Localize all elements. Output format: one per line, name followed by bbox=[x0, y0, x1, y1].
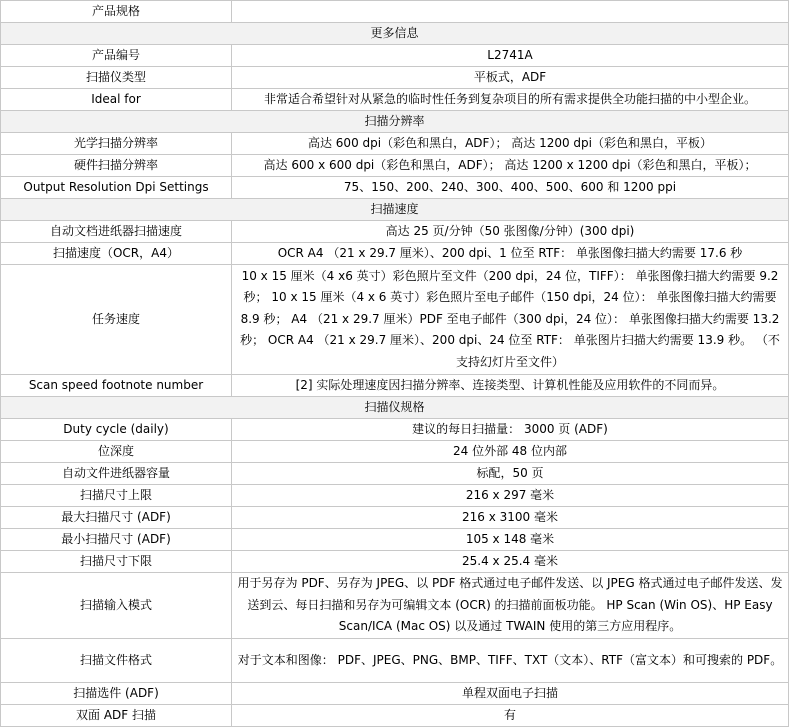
spec-label: 双面 ADF 扫描 bbox=[1, 705, 232, 727]
spec-row-duty-cycle bbox=[1, 419, 789, 441]
spec-value: 10 x 15 厘米（4 x6 英寸）彩色照片至文件（200 dpi，24 位，TIFF）： 单张图像扫描大约需要 9.2 秒； 10 x 15 厘米（4 x 6 英寸）彩色照片至电子邮件（150 dpi，24 位）： 单张图像扫描大约需要 8.9 秒； A4 （21 x 29.7 厘米）PDF 至电子邮件（300 dpi，24 位）： 单张图像扫描大约需要 13.2 秒； OCR A4 （21 x 29.7 厘米）、200 dpi、24 位至 RTF： 单张图片扫描大约需要 13.9 秒。 （不支持幻灯片至文件） bbox=[232, 265, 789, 375]
section-heading-row bbox=[1, 111, 789, 133]
spec-row-ideal-for bbox=[1, 89, 789, 111]
spec-value: 标配，50 页 bbox=[232, 463, 789, 485]
spec-row-bit-depth bbox=[1, 441, 789, 463]
spec-value: 有 bbox=[232, 705, 789, 727]
spec-row-max-scan-size bbox=[1, 485, 789, 507]
spec-label: Duty cycle (daily) bbox=[1, 419, 232, 441]
spec-row-hardware-resolution bbox=[1, 155, 789, 177]
spec-row-output-resolution bbox=[1, 177, 789, 199]
spec-label: Scan speed footnote number bbox=[1, 375, 232, 397]
spec-label: 扫描选件 (ADF) bbox=[1, 683, 232, 705]
section-heading-row bbox=[1, 199, 789, 221]
spec-value: 高达 600 x 600 dpi（彩色和黑白，ADF）； 高达 1200 x 1200 dpi（彩色和黑白，平板）； bbox=[232, 155, 789, 177]
spec-label: 扫描仪类型 bbox=[1, 67, 232, 89]
section-heading-row bbox=[1, 397, 789, 419]
spec-row-max-scan-size-adf bbox=[1, 507, 789, 529]
spec-value: 平板式，ADF bbox=[232, 67, 789, 89]
spec-label: 扫描尺寸上限 bbox=[1, 485, 232, 507]
spec-value: 216 x 297 毫米 bbox=[232, 485, 789, 507]
spec-label: Output Resolution Dpi Settings bbox=[1, 177, 232, 199]
spec-value: 75、150、200、240、300、400、500、600 和 1200 ppi bbox=[232, 177, 789, 199]
spec-value: 25.4 x 25.4 毫米 bbox=[232, 551, 789, 573]
spec-label: 最大扫描尺寸 (ADF) bbox=[1, 507, 232, 529]
spec-value: OCR A4 （21 x 29.7 厘米）、200 dpi、1 位至 RTF： 单张图像扫描大约需要 17.6 秒 bbox=[232, 243, 789, 265]
spec-row-task-speed bbox=[1, 265, 789, 375]
spec-row-min-scan-size-adf bbox=[1, 529, 789, 551]
spec-row-input-modes bbox=[1, 573, 789, 639]
spec-value: 216 x 3100 毫米 bbox=[232, 507, 789, 529]
section-heading-scanner-specs: 扫描仪规格 bbox=[1, 397, 789, 419]
spec-value: 105 x 148 毫米 bbox=[232, 529, 789, 551]
spec-row-file-formats bbox=[1, 639, 789, 683]
spec-row-product-number bbox=[1, 45, 789, 67]
table-title-row bbox=[1, 1, 789, 23]
spec-value: L2741A bbox=[232, 45, 789, 67]
spec-row-duplex-adf bbox=[1, 705, 789, 727]
spec-label: 扫描文件格式 bbox=[1, 639, 232, 683]
spec-label: Ideal for bbox=[1, 89, 232, 111]
section-heading-scan-speed: 扫描速度 bbox=[1, 199, 789, 221]
section-heading-more-info: 更多信息 bbox=[1, 23, 789, 45]
spec-row-adf-capacity bbox=[1, 463, 789, 485]
section-heading-row bbox=[1, 23, 789, 45]
spec-row-adf-speed bbox=[1, 221, 789, 243]
spec-value: 24 位外部 48 位内部 bbox=[232, 441, 789, 463]
spec-label: 扫描速度（OCR，A4） bbox=[1, 243, 232, 265]
spec-value: 单程双面电子扫描 bbox=[232, 683, 789, 705]
spec-value: 非常适合希望针对从紧急的临时性任务到复杂项目的所有需求提供全功能扫描的中小型企业。 bbox=[232, 89, 789, 111]
table-title-blank bbox=[232, 1, 789, 23]
spec-label: 任务速度 bbox=[1, 265, 232, 375]
spec-value: 对于文本和图像： PDF、JPEG、PNG、BMP、TIFF、TXT（文本）、RTF（富文本）和可搜索的 PDF。 bbox=[232, 639, 789, 683]
spec-label: 光学扫描分辨率 bbox=[1, 133, 232, 155]
section-heading-scan-resolution: 扫描分辨率 bbox=[1, 111, 789, 133]
spec-label: 硬件扫描分辨率 bbox=[1, 155, 232, 177]
spec-row-scan-options-adf bbox=[1, 683, 789, 705]
spec-label: 扫描尺寸下限 bbox=[1, 551, 232, 573]
spec-row-scanner-type bbox=[1, 67, 789, 89]
spec-row-min-scan-size bbox=[1, 551, 789, 573]
spec-label: 最小扫描尺寸 (ADF) bbox=[1, 529, 232, 551]
spec-value: [2] 实际处理速度因扫描分辨率、连接类型、计算机性能及应用软件的不同而异。 bbox=[232, 375, 789, 397]
spec-value: 建议的每日扫描量： 3000 页 (ADF) bbox=[232, 419, 789, 441]
spec-row-scan-speed-ocr bbox=[1, 243, 789, 265]
spec-value: 高达 600 dpi（彩色和黑白，ADF）； 高达 1200 dpi（彩色和黑白，平板） bbox=[232, 133, 789, 155]
spec-value: 用于另存为 PDF、另存为 JPEG、以 PDF 格式通过电子邮件发送、以 JPEG 格式通过电子邮件发送、发送到云、每日扫描和另存为可编辑文本 (OCR) 的扫描前面板功能。 HP Scan (Win OS)、HP Easy Scan/ICA (Mac OS) 以及通过 TWAIN 使用的第三方应用程序。 bbox=[232, 573, 789, 639]
spec-label: 自动文件进纸器容量 bbox=[1, 463, 232, 485]
spec-label: 位深度 bbox=[1, 441, 232, 463]
spec-label: 扫描输入模式 bbox=[1, 573, 232, 639]
spec-row-scan-speed-footnote bbox=[1, 375, 789, 397]
table-title: 产品规格 bbox=[1, 1, 232, 23]
spec-label: 产品编号 bbox=[1, 45, 232, 67]
spec-row-optical-resolution bbox=[1, 133, 789, 155]
spec-label: 自动文档进纸器扫描速度 bbox=[1, 221, 232, 243]
spec-value: 高达 25 页/分钟（50 张图像/分钟）(300 dpi) bbox=[232, 221, 789, 243]
